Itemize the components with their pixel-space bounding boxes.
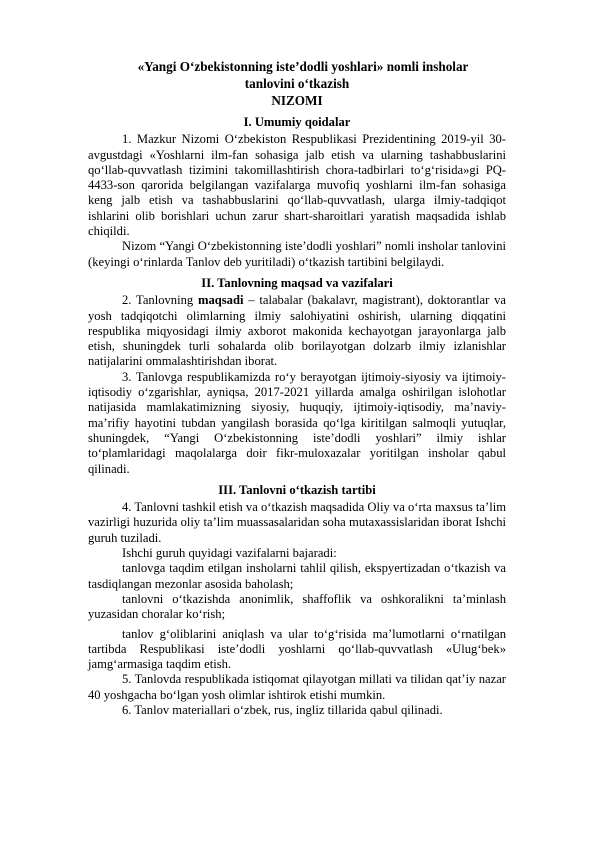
section-heading-1: I. Umumiy qoidalar [243,115,351,129]
paragraph-6: 6. Tanlov materiallari o‘zbek, rus, ingliz tillarida qabul qilinadi. [122,702,443,717]
paragraph-2 [88,293,506,369]
paragraph-2-bold: maqsadi [197,293,244,308]
section-heading-2: II. Tanlovning maqsad va vazifalari [201,275,393,290]
document-title-line-1: «Yangi O‘zbekistonning iste’dodli yoshlari» nomli insholar [137,59,469,74]
paragraph-4-task-2: tanlovni o‘tkazishda anonimlik, shaffoflik va oshkoralikni ta’minlash yuzasidan choralar ko‘rish; [88,591,506,622]
paragraph-4-task-3: tanlov g‘oliblarini aniqlash va ular to‘g‘risida ma’lumotlarni o‘rnatilgan tartibda Respublikasi iste’dodli yoshlarni qo‘llab-quvvatlash «Ulug‘bek» jamg‘armasiga taqdim etish. [88,626,506,672]
paragraph-3: 3. Tanlovga respublikamizda ro‘y berayotgan ijtimoiy-siyosiy va ijtimoiy-iqtisodiy o‘zgarishlar, ayniqsa, 2017-2021 yillarda amalga oshirilgan islohotlar natijasida mamlakatimizning siyosiy, huquqiy, ijtimoiy-iqtisodiy, ma’naviy-ma’rifiy hayotini tubdan yangilash borasida qo‘lga kiritilgan salmoqli yutuqlar, shuningdek, “Yangi O‘zbekistonning iste’dodli yoshlari” ilmiy ishlar to‘plamlaridagi maqolalarga doir fikr-muloxazalar yoritilgan insholar qabul qilinadi. [88,369,506,476]
section-heading-3: III. Tanlovni o‘tkazish tartibi [218,482,376,497]
paragraph-1b: Nizom “Yangi O‘zbekistonning iste’dodli yoshlari” nomli insholar tanlovini (keyingi o‘rinlarda Tanlov deb yuritiladi) o‘tkazish tartibini belgilaydi. [88,239,506,269]
paragraph-4-task-1: tanlovga taqdim etilgan insholarni tahlil qilish, ekspyertizadan o‘tkazish va tasdiqlangan mezonlar asosida baholash; [88,561,506,591]
document-title-line-2: tanlovini o‘tkazish [244,76,350,91]
paragraph-2-rest: – talabalar (bakalavr, magistrant), doktorantlar va yosh tadqiqotchi olimlarning ilmiy salohiyatini oshirish, ularning diqqatini respublika miqyosidagi ilmiy axborot makonida kechayotgan jarayonlarga jalb etish, shuningdek turli sohalarda olib borilayotgan dolzarb ilmiy izlanishlar natijalarini ommalashtirishdan iborat. [88,293,506,369]
paragraph-1: 1. Mazkur Nizomi O‘zbekiston Respublikasi Prezidentining 2019-yil 30-avgustdagi «Yoshlarni ilm-fan sohasiga jalb etish va ularning tashabbuslarini qo‘llab-quvvatlash tizimini takomillashtirish chora-tadbirlari to‘g‘risida»gi PQ-4433-son qarorida belgilangan vazifalarga muvofiq yoshlarni ilm-fan sohasiga keng jalb etish va tashabbuslarini qo‘llab-quvvatlash, ularga ilmiy-tadqiqot ishlarini olib borishlari uchun zarur shart-sharoitlari yaratish maqsadida ishlab chiqildi. [88,132,506,239]
document-body [88,58,506,718]
document-title-line-3: NIZOMI [271,93,323,108]
paragraph-4-intro: Ishchi guruh quyidagi vazifalarni bajaradi: [122,546,337,561]
paragraph-2-start: 2. Tanlovning [122,293,198,308]
paragraph-5: 5. Tanlovda respublikada istiqomat qilayotgan millati va tilidan qat’iy nazar 40 yoshgacha bo‘lgan yosh olimlar ishtirok etishi mumkin. [88,672,506,702]
paragraph-4: 4. Tanlovni tashkil etish va o‘tkazish maqsadida Oliy va o‘rta maxsus ta’lim vazirligi huzurida oliy ta’lim muassasalaridan soha mutaxassislaridan iborat Ishchi guruh tuziladi. [88,500,506,545]
